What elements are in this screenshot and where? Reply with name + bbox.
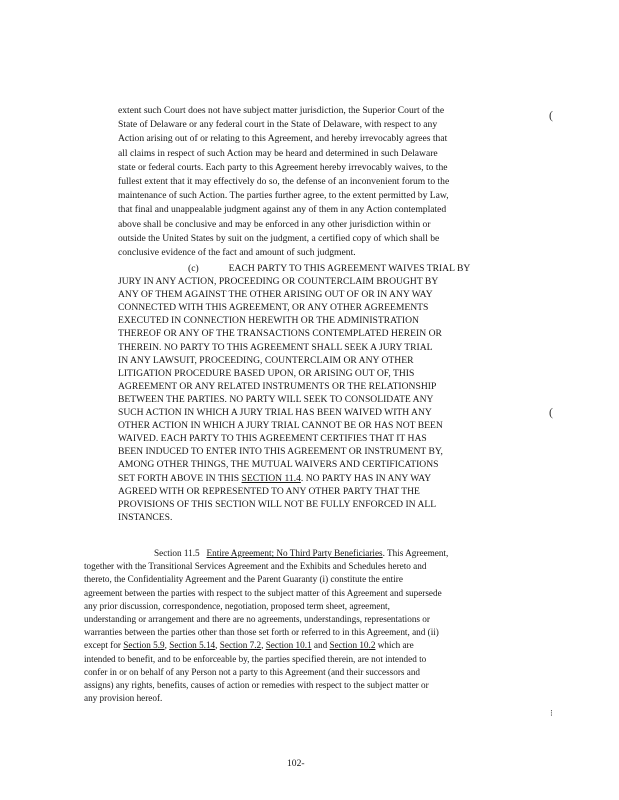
text-line: OTHER ACTION IN WHICH A JURY TRIAL CANNOT BE OR HAS NOT BEEN <box>118 420 443 432</box>
text-line: Action arising out of or relating to this Agreement, and hereby irrevocably agrees that <box>118 133 448 145</box>
text-line: AGREEMENT OR ANY RELATED INSTRUMENTS OR THE RELATIONSHIP <box>118 380 437 392</box>
text-line: PROVISIONS OF THIS SECTION WILL NOT BE FULLY ENFORCED IN ALL <box>118 498 437 510</box>
text-line: WAIVED. EACH PARTY TO THIS AGREEMENT CERTIFIES THAT IT HAS <box>118 433 427 445</box>
jury-waiver-tail <box>118 485 520 524</box>
section-5-9-link[interactable]: Section 5.9 <box>123 640 165 651</box>
section-refs-line: except for Section 5.9, Section 5.14, Section 7.2, Section 10.1 and Section 10.2 which are <box>84 640 414 651</box>
text-line: LITIGATION PROCEDURE BASED UPON, OR ARISING OUT OF, THIS <box>118 367 415 379</box>
text-line: INSTANCES. <box>118 511 173 523</box>
jury-waiver-line-ref: SET FORTH ABOVE IN THIS SECTION 11.4. NO PARTY HAS IN ANY WAY <box>118 472 432 484</box>
text-line: JURY IN ANY ACTION, PROCEEDING OR COUNTERCLAIM BROUGHT BY <box>118 276 439 288</box>
text-line: extent such Court does not have subject matter jurisdiction, the Superior Court of the <box>118 105 445 116</box>
section-10-1-link[interactable]: Section 10.1 <box>265 640 312 651</box>
entire-agreement-body <box>84 560 536 639</box>
section-label: Section 11.5 <box>154 548 200 558</box>
text-line: confer in or on behalf of any Person not a party to this Agreement (and their successors and <box>84 666 421 677</box>
text-line: understanding or arrangement and there are no agreements, understandings, representations or <box>84 614 430 625</box>
text-line: ANY OF THEM AGAINST THE OTHER ARISING OUT OF OR IN ANY WAY <box>118 289 433 301</box>
text-line: any provision hereof. <box>84 693 163 704</box>
text-line: state or federal courts. Each party to this Agreement hereby irrevocably waives, to the <box>118 161 448 173</box>
text-line: THEREOF OR ANY OF THE TRANSACTIONS CONTEMPLATED HEREIN OR <box>118 328 442 340</box>
jury-waiver-body <box>118 275 520 471</box>
text-line: CONNECTED WITH THIS AGREEMENT, OR ANY OTHER AGREEMENTS <box>118 302 429 314</box>
text-line: IN ANY LAWSUIT, PROCEEDING, COUNTERCLAIM OR ANY OTHER <box>118 354 414 366</box>
text-line: fullest extent that it may effectively do so, the defense of an inconvenient forum to the <box>118 176 450 188</box>
paragraph-jurisdiction <box>118 104 518 260</box>
text-line: thereto, the Confidentiality Agreement and the Parent Guaranty (i) constitute the entire <box>84 574 403 585</box>
text-line: State of Delaware or any federal court in the State of Delaware, with respect to any <box>118 119 438 131</box>
text-line: assigns) any rights, benefits, causes of action or remedies with respect to the subject matter or <box>84 680 429 691</box>
text-line: AMONG OTHER THINGS, THE MUTUAL WAIVERS AND CERTIFICATIONS <box>118 459 439 471</box>
section-5-14-link[interactable]: Section 5.14 <box>169 640 216 651</box>
text-line: EXECUTED IN CONNECTION HEREWITH OR THE ADMINISTRATION <box>118 315 419 327</box>
margin-mark: ⁝ <box>550 708 553 718</box>
page-number: 102- <box>287 758 305 769</box>
margin-mark: ( <box>549 108 553 122</box>
entire-agreement-tail <box>84 653 536 706</box>
text-line: AGREED WITH OR REPRESENTED TO ANY OTHER PARTY THAT THE <box>118 485 420 497</box>
section-heading: Entire Agreement; No Third Party Beneficiaries <box>206 548 383 558</box>
section-11-4-link[interactable]: SECTION 11.4 <box>241 472 301 484</box>
text-line: above shall be conclusive and may be enforced in any other jurisdiction within or <box>118 218 431 230</box>
subsection-label: (c) <box>188 263 199 274</box>
jury-waiver-first-line <box>118 262 520 275</box>
text-line: all claims in respect of such Action may be heard and determined in such Delaware <box>118 147 438 159</box>
text-line: together with the Transitional Services Agreement and the Exhibits and Schedules hereto and <box>84 561 427 572</box>
paragraph-entire-agreement <box>84 547 536 705</box>
text-line: BETWEEN THE PARTIES. NO PARTY WILL SEEK TO CONSOLIDATE ANY <box>118 393 434 405</box>
margin-mark: ( <box>549 405 553 419</box>
section-heading-line: Section 11.5 Entire Agreement; No Third Party Beneficiaries. This Agreement, <box>154 548 449 558</box>
text-line: that final and unappealable judgment against any of them in any Action contemplated <box>118 204 447 216</box>
section-7-2-link[interactable]: Section 7.2 <box>219 640 262 651</box>
paragraph-jury-waiver <box>118 262 520 524</box>
text-line: maintenance of such Action. The parties further agree, to the extent permitted by Law, <box>118 190 449 202</box>
text-line: any prior discussion, correspondence, negotiation, proposed term sheet, agreement, <box>84 600 390 611</box>
text-line: outside the United States by suit on the judgment, a certified copy of which shall be <box>118 232 440 244</box>
text-line: conclusive evidence of the fact and amount of such judgment. <box>118 247 356 259</box>
text-line: warranties between the parties other than those set forth or referred to in this Agreement, and (ii) <box>84 627 439 638</box>
text-line: SUCH ACTION IN WHICH A JURY TRIAL HAS BEEN WAIVED WITH ANY <box>118 407 432 419</box>
text-line: intended to benefit, and to be enforceable by, the parties specified therein, are not intended to <box>84 653 427 664</box>
section-10-2-link[interactable]: Section 10.2 <box>329 640 376 651</box>
text-line: agreement between the parties with respect to the subject matter of this Agreement and supersede <box>84 587 442 598</box>
text-line: THEREIN. NO PARTY TO THIS AGREEMENT SHALL SEEK A JURY TRIAL <box>118 341 433 353</box>
jury-waiver-line-text: EACH PARTY TO THIS AGREEMENT WAIVES TRIAL BY <box>228 263 471 274</box>
text-line: BEEN INDUCED TO ENTER INTO THIS AGREEMENT OR INSTRUMENT BY, <box>118 446 443 458</box>
